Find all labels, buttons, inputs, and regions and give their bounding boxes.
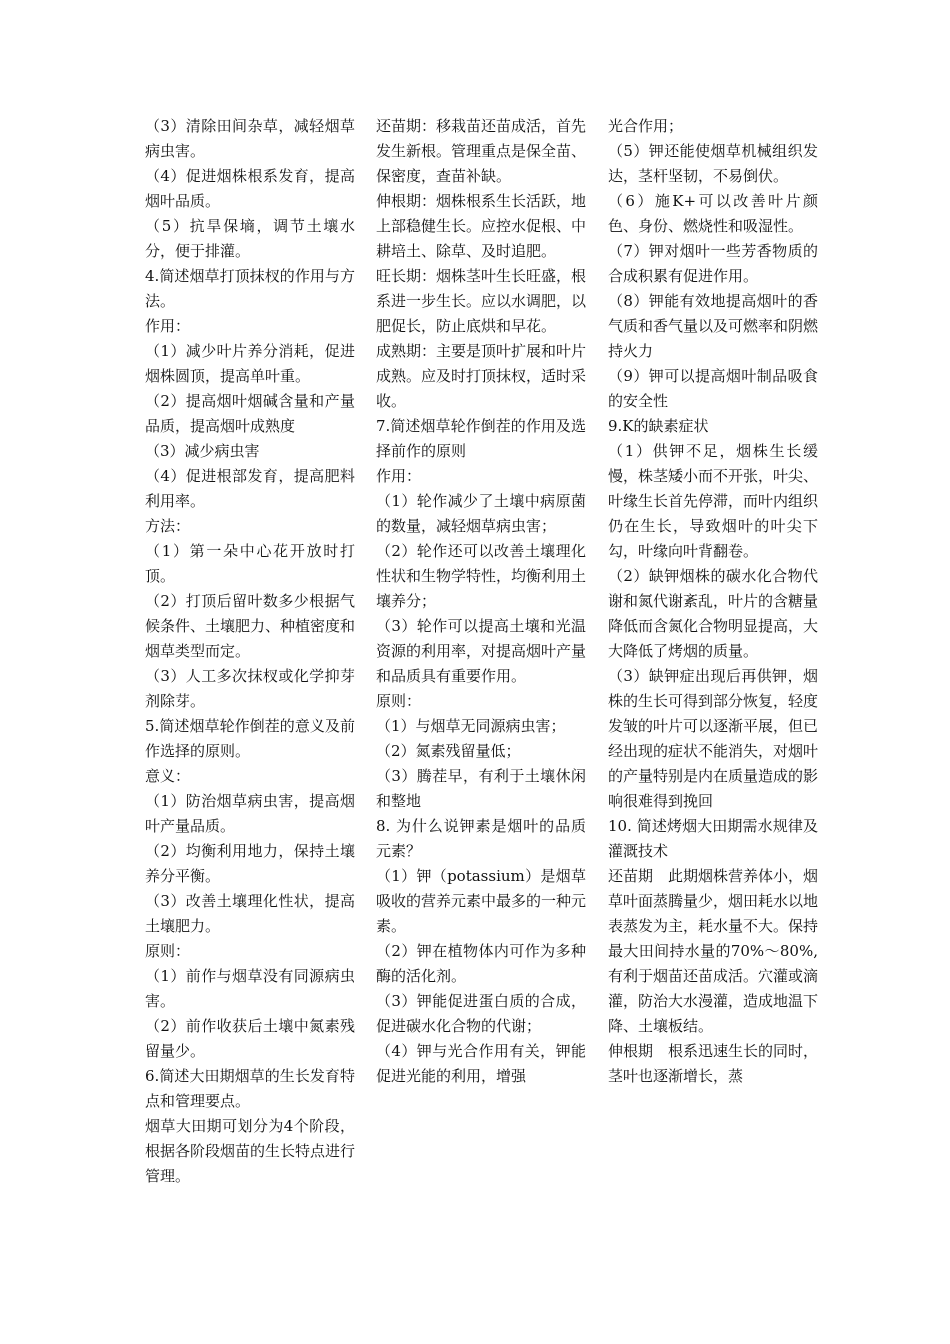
text-column-3 <box>608 114 818 1089</box>
paragraph: 意义： <box>145 767 191 785</box>
paragraph: 成熟期：主要是顶叶扩展和叶片成熟。应及时打顶抹杈，适时采收。 <box>376 342 587 410</box>
paragraph: 5.简述烟草轮作倒茬的意义及前作选择的原则。 <box>145 717 355 760</box>
paragraph: 烟草大田期可划分为4个阶段，根据各阶段烟苗的生长特点进行管理。 <box>145 1117 356 1185</box>
paragraph: （2）氮素残留量低； <box>376 742 521 760</box>
paragraph: 旺长期：烟株茎叶生长旺盛，根系进一步生长。应以水调肥，以肥促长，防止底烘和早花。 <box>376 267 587 335</box>
paragraph: 原则： <box>376 692 422 710</box>
paragraph: （7）钾对烟叶一些芳香物质的合成积累有促进作用。 <box>608 242 818 285</box>
paragraph: （4）促进根部发育，提高肥料利用率。 <box>145 467 355 510</box>
paragraph: （6）施K+可以改善叶片颜色、身份、燃烧性和吸湿性。 <box>608 192 818 235</box>
text-column-1 <box>145 114 355 1189</box>
paragraph: 方法： <box>145 517 191 535</box>
paragraph: （3）腾茬早，有利于土壤休闲和整地 <box>376 767 586 810</box>
paragraph: （4）促进烟株根系发育，提高烟叶品质。 <box>145 167 355 210</box>
paragraph: 7.简述烟草轮作倒茬的作用及选择前作的原则 <box>376 417 586 460</box>
paragraph: （2）钾在植物体内可作为多种酶的活化剂。 <box>376 942 586 985</box>
paragraph: （2）前作收获后土壤中氮素残留量少。 <box>145 1017 355 1060</box>
paragraph: 伸根期 根系迅速生长的同时，茎叶也逐渐增长，蒸 <box>608 1042 819 1085</box>
paragraph: （3）清除田间杂草，减轻烟草病虫害。 <box>145 117 355 160</box>
paragraph: （1）轮作减少了土壤中病原菌的数量，减轻烟草病虫害； <box>376 492 586 535</box>
paragraph: （2）缺钾烟株的碳水化合物代谢和氮代谢紊乱，叶片的含糖量降低而含氮化合物明显提高，大大降低了烤烟的质量。 <box>608 567 819 660</box>
paragraph: 还苗期 此期烟株营养体小，烟草叶面蒸腾量少，烟田耗水以地表蒸发为主，耗水量不大。保持最大田间持水量的70%～80%,有利于烟苗还苗成活。穴灌或滴灌，防治大水漫灌，造成地温下降、土壤板结。 <box>608 867 819 1035</box>
paragraph: 作用： <box>145 317 191 335</box>
paragraph: （1）第一朵中心花开放时打顶。 <box>145 542 355 585</box>
paragraph: （5）钾还能使烟草机械组织发达，茎杆坚韧，不易倒伏。 <box>608 142 818 185</box>
paragraph: （2）提高烟叶烟碱含量和产量品质，提高烟叶成熟度 <box>145 392 355 435</box>
paragraph: （4）钾与光合作用有关，钾能促进光能的利用，增强 <box>376 1042 586 1085</box>
paragraph: （1）与烟草无同源病虫害； <box>376 717 566 735</box>
paragraph: 还苗期：移栽苗还苗成活，首先发生新根。管理重点是保全苗、保密度，查苗补缺。 <box>376 117 587 185</box>
paragraph: 伸根期：烟株根系生长活跃，地上部稳健生长。应控水促根、中耕培土、除草、及时追肥。 <box>376 192 587 260</box>
paragraph: （3）缺钾症出现后再供钾，烟株的生长可得到部分恢复，轻度发皱的叶片可以逐渐平展，但已经出现的症状不能消失，对烟叶的产量特别是内在质量造成的影响很难得到挽回 <box>608 667 819 810</box>
paragraph: （8）钾能有效地提高烟叶的香气质和香气量以及可燃率和阴燃持火力 <box>608 292 819 360</box>
paragraph: （2）均衡利用地力，保持土壤养分平衡。 <box>145 842 355 885</box>
paragraph: （1）供钾不足，烟株生长缓慢，株茎矮小而不开张，叶尖、叶缘生长首先停滞，而叶内组织仍在生长，导致烟叶的叶尖下勾，叶缘向叶背翻卷。 <box>608 442 819 560</box>
paragraph: （3）钾能促进蛋白质的合成，促进碳水化合物的代谢； <box>376 992 586 1035</box>
paragraph: 8. 为什么说钾素是烟叶的品质元素？ <box>376 817 586 860</box>
paragraph: 4.简述烟草打顶抹杈的作用与方法。 <box>145 267 355 310</box>
paragraph: （1）前作与烟草没有同源病虫害。 <box>145 967 355 1010</box>
text-column-2 <box>376 114 586 1089</box>
paragraph: （2）打顶后留叶数多少根据气候条件、土壤肥力、种植密度和烟草类型而定。 <box>145 592 356 660</box>
paragraph: （1）防治烟草病虫害，提高烟叶产量品质。 <box>145 792 355 835</box>
paragraph: 6.简述大田期烟草的生长发育特点和管理要点。 <box>145 1067 355 1110</box>
paragraph: （1）减少叶片养分消耗，促进烟株圆顶，提高单叶重。 <box>145 342 355 385</box>
paragraph: 9.K的缺素症状 <box>608 417 709 435</box>
paragraph: （5）抗旱保墒，调节土壤水分，便于排灌。 <box>145 217 355 260</box>
paragraph: 原则： <box>145 942 191 960</box>
paragraph: 10. 简述烤烟大田期需水规律及灌溉技术 <box>608 817 818 860</box>
paragraph: 作用： <box>376 467 422 485</box>
paragraph: （2）轮作还可以改善土壤理化性状和生物学特性，均衡利用土壤养分； <box>376 542 587 610</box>
paragraph: （9）钾可以提高烟叶制品吸食的安全性 <box>608 367 818 410</box>
paragraph: （3）改善土壤理化性状，提高土壤肥力。 <box>145 892 355 935</box>
paragraph: （3）人工多次抹杈或化学抑芽剂除芽。 <box>145 667 355 710</box>
paragraph: 光合作用； <box>608 117 684 135</box>
paragraph: （1）钾（potassium）是烟草吸收的营养元素中最多的一种元素。 <box>376 867 587 935</box>
paragraph: （3）减少病虫害 <box>145 442 260 460</box>
paragraph: （3）轮作可以提高土壤和光温资源的利用率，对提高烟叶产量和品质具有重要作用。 <box>376 617 587 685</box>
